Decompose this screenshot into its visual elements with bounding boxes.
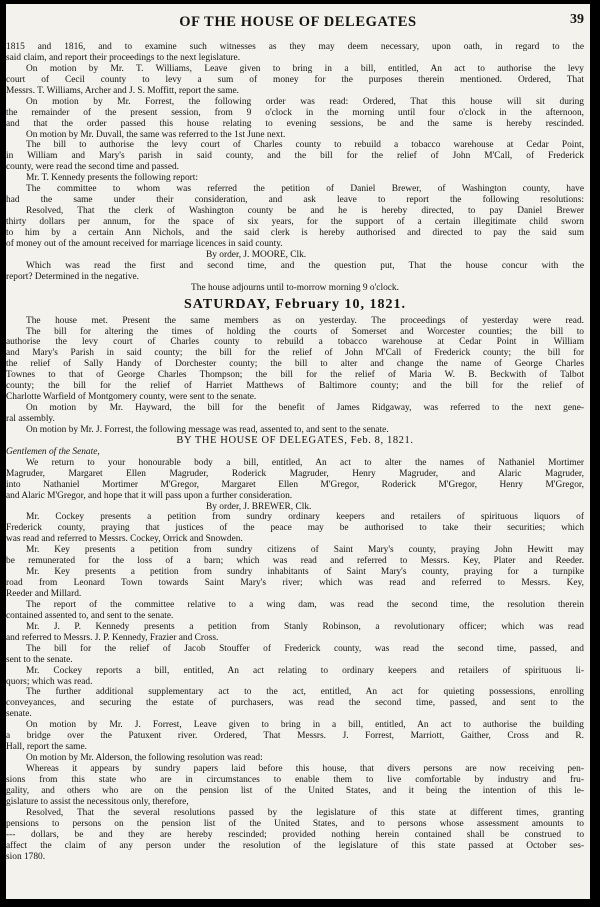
text-line: Hall, report the same. — [6, 742, 87, 753]
signature-line: By order, J. BREWER, Clk. — [206, 501, 312, 512]
text-line: The further additional supplementary act to the act, entitled, An act for quieting possessions, enrolling — [26, 687, 584, 698]
text-line: sions from this state who are in circumstances to enable them to live comfortable by industry and fru- — [6, 774, 584, 785]
text-line: On motion by Mr. Hayward, the bill for the benefit of James Ridgaway, was referred to the next gene- — [26, 403, 584, 414]
text-line: quors; which was read. — [6, 676, 93, 687]
text-line: The committee to whom was referred the petition of Daniel Brewer, of Washington county, have — [26, 184, 584, 195]
adjournment-line: The house adjourns until to-morrow morning 9 o'clock. — [191, 282, 399, 293]
text-line: and Mary's Parish in said county; the bill for the relief of John M'Call of Frederick county; the bill for — [6, 348, 584, 359]
text-line: and that the order passed this house relating to evening sessions, be and the same is hereby rescinded. — [6, 118, 584, 129]
page-number: 39 — [570, 12, 584, 27]
text-line: pensions to persons on the pension list of the United States, and to persons whose assessment amounts to — [6, 818, 584, 829]
text-line: affect the claim of any person under the resolution of the legislature of this state passed at October ses- — [6, 840, 584, 851]
text-line: and Alaric M'Gregor, and hope that it will pass upon a further consideration. — [6, 490, 293, 501]
text-line: sent to the senate. — [6, 654, 73, 665]
text-line: gislature to assist the necessitous only, therefore, — [6, 796, 189, 807]
text-line: road from Leonard Town towards Saint Mary's river; which was read and referred to Messrs. Key, — [6, 578, 584, 589]
text-line: The bill for altering the times of holding the courts of Somerset and Worcester counties; the bill to — [26, 326, 584, 337]
text-line: the remainder of the present session, from 9 o'clock in the morning until four o'clock in the afternoon, — [6, 107, 584, 118]
text-line: Messrs. T. Williams, Archer and J. S. Moffitt, report the same. — [6, 85, 240, 96]
document-page — [6, 4, 590, 899]
text-line: conveyances, and securing the estate of purchasers, was read the second time, passed, and sent to the — [6, 698, 584, 709]
text-line: be remunerated for the loss of a barn; which was read and referred to Messrs. Key, Plater and Reeder. — [6, 556, 584, 567]
text-line: We return to your honourable body a bill, entitled, An act to alter the names of Nathaniel Mortimer — [26, 457, 584, 468]
text-line: --- dollars, be and they are hereby rescinded; provided nothing herein contained shall be construed to — [6, 829, 584, 840]
text-line: Frederick county, praying that justices of the peace may be authorised to take their securities; which — [6, 523, 584, 534]
text-line: of money out of the amount received for marriage licences in said county. — [6, 238, 283, 249]
text-line: 1815 and 1816, and to examine such witnesses as they may deem necessary, upon oath, in regard to the — [6, 42, 584, 52]
text-line: county; the bill for the relief of Harriet Matthews of Baltimore county; and the bill for the relief of — [6, 381, 584, 392]
text-line: authorise the levy court of Charles county to rebuild a tobacco warehouse at Cedar Point in William — [6, 337, 584, 348]
text-line: gality, and others who are on the pension list of the United States, and it being the intention of this le- — [6, 785, 584, 796]
text-line: sion 1780. — [6, 851, 46, 862]
text-line: the relief of Sally Handy of Dorchester county; the bill to alter and change the name of George Charles — [6, 359, 584, 370]
text-line: Mr. Key presents a petition from sundry citizens of Saint Mary's county, praying John Hewitt may — [26, 545, 584, 556]
text-line: The bill to authorise the levy court of Charles county to rebuild a tobacco warehouse at Cedar Point, — [26, 140, 584, 151]
text-line: Reeder and Millard. — [6, 589, 82, 599]
salutation: Gentlemen of the Senate, — [6, 446, 100, 457]
text-line: On motion by Mr. Duvall, the same was referred to the 1st June next. — [26, 129, 286, 140]
text-line: into Nathaniel Mortimer M'Gregor, Margaret Ellen M'Gregor, Roderick M'Gregor, Henry M'Gregor, — [6, 479, 584, 490]
text-line: and referred to Messrs. J. P. Kennedy, Frazier and Cross. — [6, 632, 219, 643]
text-line: Which was read the first and second time, and the question put, That the house concur with the — [26, 260, 584, 271]
text-line: to him by a certain Ann Nichols, and the said clerk is hereby authorised and directed to pay the said sum — [6, 227, 584, 238]
text-line: Mr. T. Kennedy presents the following report: — [26, 173, 199, 184]
text-line: Magruder, Margaret Ellen Magruder, Roderick Magruder, Henry Magruder, and Alaric Magruder, — [6, 468, 584, 479]
text-line: contained assented to, and sent to the senate. — [6, 610, 174, 621]
text-line: Resolved, That the several resolutions passed by the legislature of this state at different times, granting — [26, 807, 584, 818]
text-line: Whereas it appears by sundry papers laid before this house, that divers persons are now receiving pen- — [26, 764, 584, 774]
text-line: Mr. J. P. Kennedy presents a petition from Stanly Robinson, a revolutionary officer; which was read — [26, 621, 584, 632]
text-line: The bill for the relief of Jacob Stouffer of Frederick county, was read the second time, passed, and — [26, 643, 584, 654]
text-line: Resolved, That the clerk of Washington county be and he is hereby directed, to pay Daniel Brewer — [26, 206, 584, 217]
text-line: a bridge over the Patuxent river. Ordered, That Messrs. J. Forrest, Marriott, Gaither, Cross and R. — [6, 731, 584, 742]
text-line: had the same under their consideration, and ask leave to report the following resolutions: — [6, 195, 584, 206]
text-line: On motion by Mr. Alderson, the following resolution was read: — [26, 753, 263, 764]
text-line: report? Determined in the negative. — [6, 271, 140, 282]
text-line: On motion by Mr. J. Forrest, Leave given to bring in a bill, entitled, An act to authorise the building — [26, 720, 584, 731]
text-line: county, were read the second time and passed. — [6, 162, 180, 173]
text-line: Mr. Cockey reports a bill, entitled, An act relating to ordinary keepers and retailers of spirituous li- — [26, 665, 584, 676]
text-line: was read and referred to Messrs. Cockey, Orrick and Snowden. — [6, 534, 243, 545]
date-heading: SATURDAY, February 10, 1821. — [184, 296, 406, 312]
text-line: Charlotte Warfield of Montgomery county, were sent to the senate. — [6, 392, 257, 403]
text-line: On motion by Mr. T. Williams, Leave given to bring in a bill, entitled, An act to authorise the levy — [26, 63, 584, 74]
text-line: senate. — [6, 709, 32, 720]
running-header: OF THE HOUSE OF DELEGATES — [179, 14, 417, 30]
text-line: The house met. Present the same members as on yesterday. The proceedings of yesterday were read. — [26, 315, 584, 326]
text-line: in William and Mary's parish in said county, and the bill for the relief of John M'Call, of Frederick — [6, 151, 584, 162]
text-line: Mr. Cockey presents a petition from sundry ordinary keepers and retailers of spirituous liquors of — [26, 512, 584, 523]
body-text — [6, 42, 590, 862]
text-line: Townes to that of George Charles Thompson; the bill for the relief of Maria W. B. Beckwith of Talbot — [6, 370, 584, 381]
text-line: On motion by Mr. J. Forrest, the following message was read, assented to, and sent to the senate. — [26, 424, 389, 435]
text-line: The report of the committee relative to a wing dam, was read the second time, the resolution therein — [26, 599, 584, 610]
text-line: said claim, and report their proceedings to the next legislature. — [6, 52, 241, 63]
text-line: court of Cecil county to levy a sum of money for the purposes therein mentioned. Ordered, That — [6, 74, 584, 85]
signature-line: By order, J. MOORE, Clk. — [206, 249, 307, 260]
text-line: ral assembly. — [6, 414, 55, 424]
text-line: thirty dollars per annum, for the space of six years, for the support of a certain illegitimate child sworn — [6, 217, 584, 227]
text-line: Mr. Key presents a petition from sundry inhabitants of Saint Mary's county, praying for a turnpike — [26, 567, 584, 578]
message-heading: BY THE HOUSE OF DELEGATES, Feb. 8, 1821. — [176, 435, 414, 446]
text-line: On motion by Mr. Forrest, the following order was read: Ordered, That this house will sit during — [26, 96, 584, 107]
